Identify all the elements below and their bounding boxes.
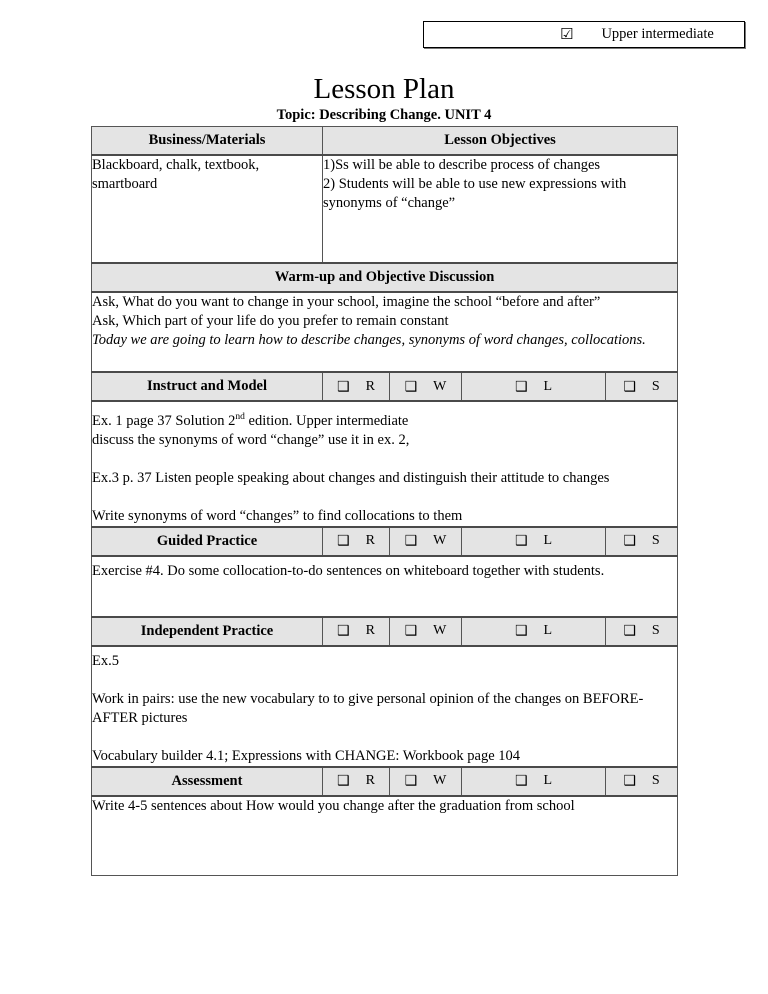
checkbox-letter-l: L — [543, 533, 553, 549]
table-row-warmup-body — [92, 292, 678, 372]
guided-body — [92, 556, 678, 617]
table-row-guided-body — [92, 556, 678, 617]
guided-line-1: Exercise #4. Do some collocation-to-do sentences on whiteboard together with students. — [92, 562, 605, 579]
checkbox-letter-s: S — [651, 773, 660, 789]
checkbox-cell-instruct-s[interactable] — [606, 372, 678, 401]
checkbox-icon-s[interactable]: ❑ — [623, 773, 636, 790]
checkbox-letter-r: R — [365, 623, 375, 639]
table-row-materials-objectives — [92, 155, 678, 263]
independent-line-2: Work in pairs: use the new vocabulary to to give personal opinion of the changes on BEFORE-AFTER pictures — [92, 690, 644, 726]
level-label: Upper intermediate — [601, 26, 714, 42]
level-box — [423, 21, 745, 48]
objectives-body — [323, 155, 678, 263]
objectives-header: Lesson Objectives — [323, 127, 678, 156]
table-row-assessment-body — [92, 796, 678, 876]
warmup-line-1: Ask, What do you want to change in your school, imagine the school “before and after” — [92, 294, 601, 310]
assessment-line-1: Write 4-5 sentences about How would you change after the graduation from school — [92, 797, 575, 814]
page-subtitle: Topic: Describing Change. UNIT 4 — [276, 107, 492, 123]
materials-text: Blackboard, chalk, textbook, smartboard — [92, 157, 260, 192]
checkbox-icon-r[interactable]: ❑ — [337, 378, 350, 395]
page-title: Lesson Plan — [313, 73, 455, 105]
table-row-warmup-header — [92, 263, 678, 292]
instruct-line-1: Ex. 1 page 37 Solution 2nd edition. Upper intermediate — [92, 412, 409, 429]
table-row-assessment-header — [92, 767, 678, 796]
checkbox-cell-assessment-w[interactable] — [390, 767, 462, 796]
table-row-independent-header — [92, 617, 678, 646]
objective-line-2: 2) Students will be able to use new expressions with synonyms of “change” — [323, 176, 627, 211]
checkbox-letter-l: L — [543, 773, 553, 789]
warmup-line-3: Today we are going to learn how to describe changes, synonyms of word changes, collocations. — [92, 332, 646, 348]
independent-line-1: Ex.5 — [92, 652, 119, 669]
table-row-independent-body — [92, 646, 678, 767]
checkbox-cell-assessment-r[interactable] — [323, 767, 390, 796]
instruct-body — [92, 401, 678, 527]
checkbox-icon-s[interactable]: ❑ — [623, 533, 636, 550]
checkbox-icon-w[interactable]: ❑ — [404, 773, 418, 790]
checkbox-icon-l[interactable]: ❑ — [514, 773, 528, 790]
instruct-line-4: Write synonyms of word “changes” to find collocations to them — [92, 507, 463, 524]
level-checkbox-icon[interactable]: ☑ — [560, 25, 574, 43]
checkbox-icon-w[interactable]: ❑ — [404, 378, 418, 395]
checkbox-icon-l[interactable]: ❑ — [514, 623, 528, 640]
checkbox-cell-instruct-w[interactable] — [390, 372, 462, 401]
checkbox-letter-s: S — [651, 623, 660, 639]
lesson-plan-table — [91, 126, 678, 876]
checkbox-icon-w[interactable]: ❑ — [404, 533, 418, 550]
independent-line-3: Vocabulary builder 4.1; Expressions with CHANGE: Workbook page 104 — [92, 747, 521, 764]
table-row-headers — [92, 127, 678, 156]
assessment-body — [92, 796, 678, 876]
checkbox-letter-w: W — [433, 623, 447, 639]
checkbox-cell-assessment-s[interactable] — [606, 767, 678, 796]
checkbox-icon-s[interactable]: ❑ — [623, 378, 636, 395]
instruct-line-2: discuss the synonyms of word “change” use it in ex. 2, — [92, 431, 410, 448]
section-label-assessment: Assessment — [92, 767, 323, 796]
checkbox-icon-r[interactable]: ❑ — [337, 773, 350, 790]
checkbox-letter-r: R — [365, 533, 375, 549]
checkbox-letter-l: L — [543, 378, 553, 394]
checkbox-cell-guided-w[interactable] — [390, 527, 462, 556]
checkbox-cell-guided-r[interactable] — [323, 527, 390, 556]
materials-header: Business/Materials — [92, 127, 323, 156]
checkbox-cell-instruct-r[interactable] — [323, 372, 390, 401]
checkbox-cell-instruct-l[interactable] — [462, 372, 606, 401]
checkbox-icon-l[interactable]: ❑ — [514, 533, 528, 550]
checkbox-letter-w: W — [433, 533, 447, 549]
warmup-body — [92, 292, 678, 372]
independent-body — [92, 646, 678, 767]
checkbox-cell-independent-s[interactable] — [606, 617, 678, 646]
checkbox-icon-r[interactable]: ❑ — [337, 623, 350, 640]
checkbox-cell-independent-w[interactable] — [390, 617, 462, 646]
checkbox-letter-r: R — [365, 773, 375, 789]
checkbox-icon-w[interactable]: ❑ — [404, 623, 418, 640]
checkbox-icon-s[interactable]: ❑ — [623, 623, 636, 640]
checkbox-cell-guided-l[interactable] — [462, 527, 606, 556]
checkbox-icon-l[interactable]: ❑ — [514, 378, 528, 395]
checkbox-letter-w: W — [433, 378, 447, 394]
checkbox-cell-guided-s[interactable] — [606, 527, 678, 556]
warmup-line-2: Ask, Which part of your life do you prefer to remain constant — [92, 313, 449, 329]
checkbox-cell-independent-l[interactable] — [462, 617, 606, 646]
checkbox-letter-w: W — [433, 773, 447, 789]
table-row-guided-header — [92, 527, 678, 556]
section-label-independent-practice: Independent Practice — [92, 617, 323, 646]
section-label-instruct-and-model: Instruct and Model — [92, 372, 323, 401]
warmup-header: Warm-up and Objective Discussion — [92, 263, 678, 292]
checkbox-letter-s: S — [651, 378, 660, 394]
checkbox-letter-l: L — [543, 623, 553, 639]
checkbox-cell-independent-r[interactable] — [323, 617, 390, 646]
objective-line-1: 1)Ss will be able to describe process of changes — [323, 157, 601, 173]
checkbox-icon-r[interactable]: ❑ — [337, 533, 350, 550]
table-row-instruct-body — [92, 401, 678, 527]
instruct-line-3: Ex.3 p. 37 Listen people speaking about changes and distinguish their attitude to changes — [92, 469, 610, 486]
checkbox-cell-assessment-l[interactable] — [462, 767, 606, 796]
checkbox-letter-r: R — [365, 378, 375, 394]
checkbox-letter-s: S — [651, 533, 660, 549]
section-label-guided-practice: Guided Practice — [92, 527, 323, 556]
materials-body — [92, 155, 323, 263]
table-row-instruct-header — [92, 372, 678, 401]
